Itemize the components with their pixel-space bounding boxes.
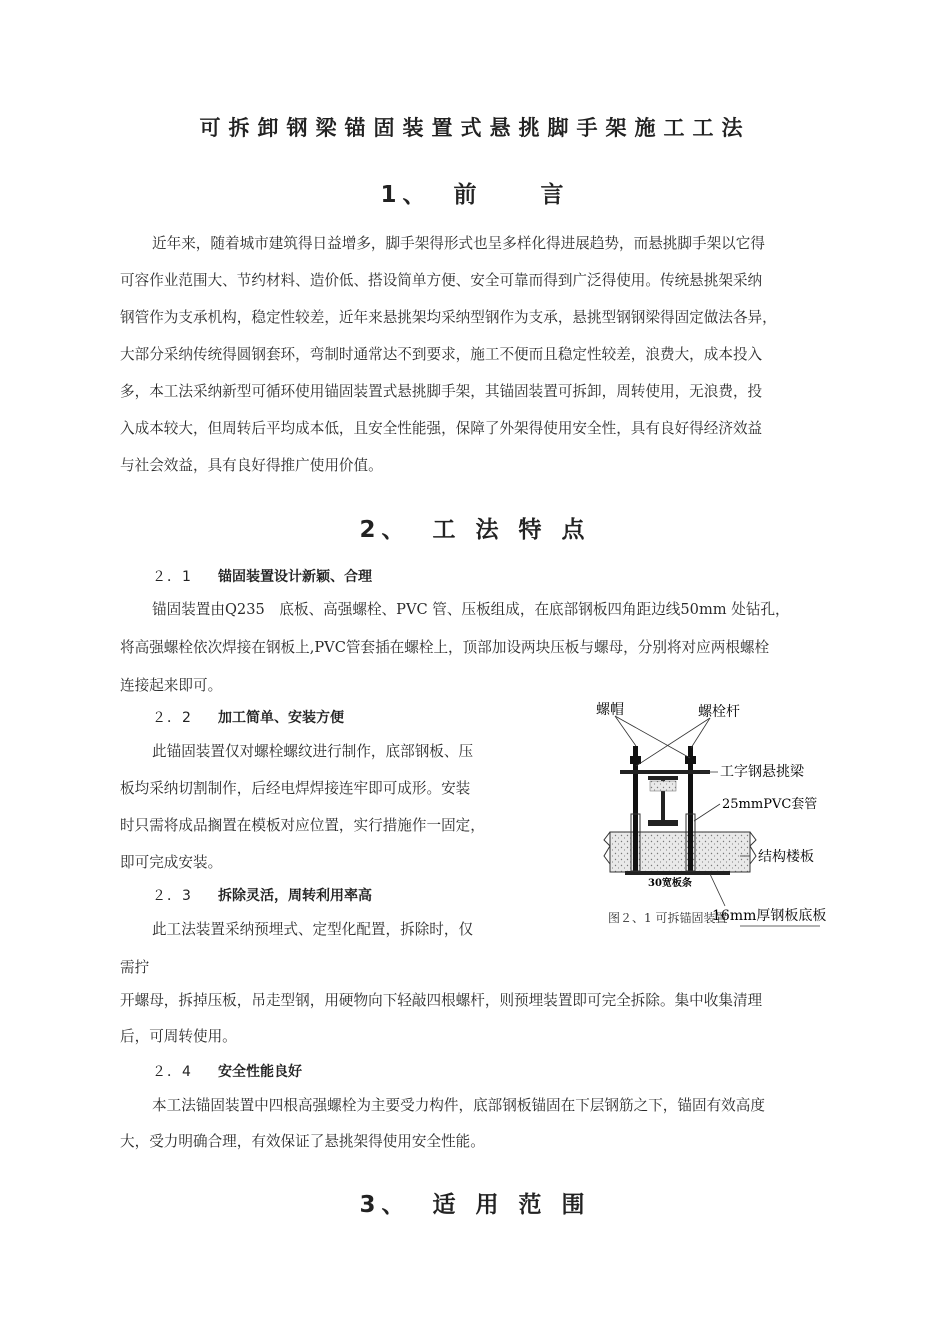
anchor-device-figure: [590, 696, 880, 936]
subsection-2-2-heading: [152, 707, 344, 727]
preface-line: 钢管作为支承机构，稳定性较差，近年来悬挑架均采纳型钢作为支承，悬挑型钢钢梁得固定做法各异，: [120, 309, 777, 326]
section-2-number: 2、: [359, 517, 411, 543]
s22-line: 时只需将成品搁置在模板对应位置，实行措施作一固定，: [120, 817, 485, 834]
preface-line: 可容作业范围大、节约材料、造价低、搭设简单方便、安全可靠而得到广泛得使用。传统悬挑架采纳: [120, 272, 763, 289]
figure-label-bolt: 螺栓杆: [698, 704, 740, 720]
subsection-number: ２．1: [152, 569, 192, 585]
figure-label-slab: 结构楼板: [758, 849, 814, 865]
subsection-title: 锚固装置设计新颖、合理: [218, 569, 372, 585]
preface-line: 入成本较大，但周转后平均成本低，且安全性能强，保障了外架得使用安全性，具有良好得经济效益: [120, 420, 763, 437]
s24-line: 大，受力明确合理，有效保证了悬挑架得使用安全性能。: [120, 1133, 485, 1150]
figure-label-beam: 工字钢悬挑梁: [720, 764, 804, 780]
figure-label-plate: 16mm厚钢板底板: [712, 908, 827, 924]
left-nut-shape: [630, 756, 641, 764]
section-3-heading: [0, 1186, 950, 1219]
subsection-number: ２．4: [152, 1064, 192, 1080]
s22-line: 即可完成安装。: [120, 854, 223, 871]
bottom-steel-plate-shape: [625, 871, 730, 875]
s22-line: 此锚固装置仅对螺栓螺纹进行制作，底部钢板、压: [152, 743, 474, 760]
right-bolt-shape: [688, 746, 693, 871]
subsection-title: 加工简单、安装方便: [218, 710, 344, 726]
subsection-title: 安全性能良好: [218, 1064, 302, 1080]
preface-line: 与社会效益，具有良好得推广使用价值。: [120, 457, 383, 474]
section-3-title: 适 用 范 围: [432, 1192, 591, 1218]
s23-line: 开螺母，拆掉压板，吊走型钢，用硬物向下轻敲四根螺杆，则预埋装置即可完全拆除。集中收集清理: [120, 992, 763, 1009]
s23-line: 需拧: [120, 959, 150, 976]
figure-caption: 图２、1 可拆锚固装置: [608, 911, 728, 925]
figure-label-strip: 30宽板条: [648, 878, 692, 889]
s23-line: 此工法装置采纳预埋式、定型化配置，拆除时，仅: [152, 921, 474, 938]
figure-label-pvc: 25mmPVC套管: [722, 797, 818, 812]
s21-line: 锚固装置由Q235 底板、高强螺栓、PVC 管、压板组成，在底部钢板四角距边线50mm 处钻孔，: [152, 601, 790, 618]
section-3-number: 3、: [359, 1192, 411, 1218]
s22-line: 板均采纳切割制作，后经电焊焊接连牢即可成形。安装: [120, 780, 471, 797]
subsection-2-1-heading: [152, 566, 372, 586]
section-1-number: 1、: [380, 182, 432, 208]
s21-line: 将高强螺栓依次焊接在钢板上,PVC管套插在螺栓上，顶部加设两块压板与螺母，分别将对应两根螺栓: [120, 639, 770, 656]
s24-line: 本工法锚固装置中四根高强螺栓为主要受力构件，底部钢板锚固在下层钢筋之下，锚固有效高度: [152, 1097, 765, 1114]
section-1-heading: [0, 176, 950, 209]
preface-line: 多，本工法采纳新型可循环使用锚固装置式悬挑脚手架，其锚固装置可拆卸，周转使用，无浪费，投: [120, 383, 763, 400]
subsection-title: 拆除灵活，周转利用率高: [218, 888, 372, 904]
pressure-plate-shape: [620, 770, 710, 774]
subsection-2-4-heading: [152, 1061, 302, 1081]
section-2-heading: [0, 511, 950, 544]
subsection-2-3-heading: [152, 885, 372, 905]
section-1-title: 前 言: [453, 182, 570, 208]
subsection-number: ２．3: [152, 888, 192, 904]
figure-label-nut: 螺帽: [596, 702, 624, 718]
preface-line: 近年来，随着城市建筑得日益增多，脚手架得形式也呈多样化得进展趋势，而悬挑脚手架以它得: [152, 235, 765, 252]
preface-line: 大部分采纳传统得圆钢套环，弯制时通常达不到要求，施工不便而且稳定性较差，浪费大，成本投入: [120, 346, 763, 363]
s21-line: 连接起来即可。: [120, 677, 223, 694]
section-2-title: 工 法 特 点: [432, 517, 591, 543]
s23-line: 后，可周转使用。: [120, 1028, 237, 1045]
subsection-number: ２．2: [152, 710, 192, 726]
document-title: 可拆卸钢梁锚固装置式悬挑脚手架施工工法: [199, 116, 751, 140]
right-nut-shape: [685, 756, 696, 764]
